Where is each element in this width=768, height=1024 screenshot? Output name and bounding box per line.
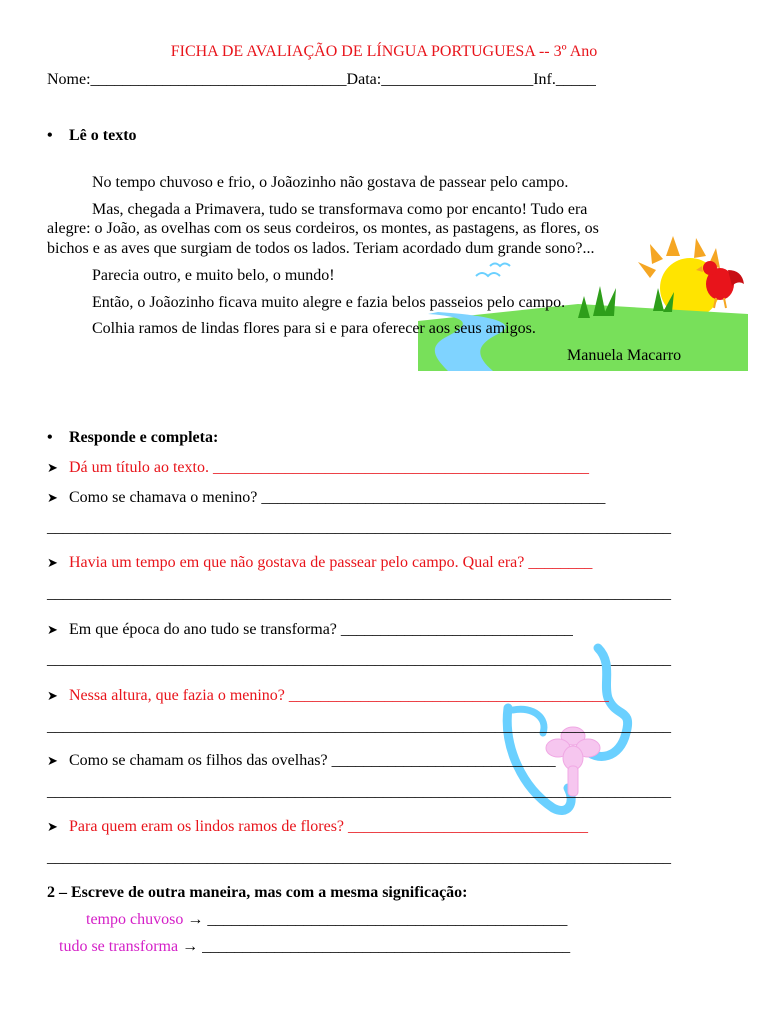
arrowhead-icon: ➤ [47, 555, 58, 570]
rewrite-item-2 [59, 938, 570, 956]
question-1: ➤ Dá um título ao texto. _______________________________________________ [47, 459, 589, 476]
arrowhead-icon: ➤ [47, 819, 58, 834]
text-paragraph-1: No tempo chuvoso e frio, o Joãozinho não gostava de passear pelo campo. [92, 174, 569, 191]
text-paragraph-5: Colhia ramos de lindas flores para si e para oferecer aos seus amigos. [92, 320, 536, 337]
answer-line[interactable]: ______________________________________________________________________________ [47, 585, 671, 602]
text-paragraph-3: Parecia outro, e muito belo, o mundo! [92, 267, 335, 284]
rewrite-item-1 [86, 911, 567, 929]
answer-line[interactable]: ______________________________________________________________________________ [47, 718, 671, 735]
arrowhead-icon: ➤ [47, 753, 58, 768]
question-5: ➤ Nessa altura, que fazia o menino? ________________________________________ [47, 687, 609, 704]
section-2-title: 2 – Escreve de outra maneira, mas com a mesma significação: [47, 884, 468, 901]
rewrite-term: tudo se transforma [59, 938, 179, 955]
questions-heading [47, 429, 218, 447]
question-7: ➤ Para quem eram os lindos ramos de flores? ______________________________ [47, 818, 589, 835]
reading-heading [47, 127, 137, 145]
arrowhead-icon: ➤ [47, 460, 58, 475]
bullet-icon: • [47, 127, 53, 144]
text-author: Manuela Macarro [567, 347, 682, 364]
name-date-line: Nome:________________________________Data:___________________Inf._____ [47, 71, 596, 88]
reading-heading-label: Lê o texto [69, 127, 137, 144]
question-6: ➤ Como se chamam os filhos das ovelhas? ____________________________ [47, 752, 556, 769]
arrowhead-icon: ➤ [47, 688, 58, 703]
text-paragraph-2: Mas, chegada a Primavera, tudo se transformava como por encanto! Tudo era [92, 201, 588, 218]
question-3: ➤ Havia um tempo em que não gostava de passear pelo campo. Qual era? ________ [47, 554, 593, 571]
arrowhead-icon: ➤ [47, 490, 58, 505]
answer-line[interactable]: ______________________________________________________________________________ [47, 519, 671, 536]
question-4: ➤ Em que época do ano tudo se transforma? _____________________________ [47, 621, 573, 638]
answer-line[interactable]: ______________________________________________________________________________ [47, 849, 671, 866]
answer-line[interactable]: ______________________________________________________________________________ [47, 783, 671, 800]
question-2: ➤ Como se chamava o menino? ___________________________________________ [47, 489, 606, 506]
bullet-icon: • [47, 429, 53, 446]
text-paragraph-2c: bichos e as aves que surgiam de todos os lados. Teriam acordado dum grande sono?... [47, 240, 595, 257]
questions-heading-label: Responde e completa: [69, 429, 219, 446]
rewrite-answer-line[interactable]: → ______________________________________________ [182, 938, 571, 955]
rewrite-term: tempo chuvoso [86, 911, 184, 928]
rewrite-answer-line[interactable]: → _____________________________________________ [187, 911, 568, 928]
text-paragraph-4: Então, o Joãozinho ficava muito alegre e fazia belos passeios pelo campo. [92, 294, 566, 311]
text-paragraph-2b: alegre: o João, as ovelhas com os seus cordeiros, os montes, as pastagens, as flores, os [47, 220, 599, 237]
page-title: FICHA DE AVALIAÇÃO DE LÍNGUA PORTUGUESA -- 3º Ano [170, 43, 598, 60]
answer-line[interactable]: ______________________________________________________________________________ [47, 651, 671, 668]
arrowhead-icon: ➤ [47, 622, 58, 637]
